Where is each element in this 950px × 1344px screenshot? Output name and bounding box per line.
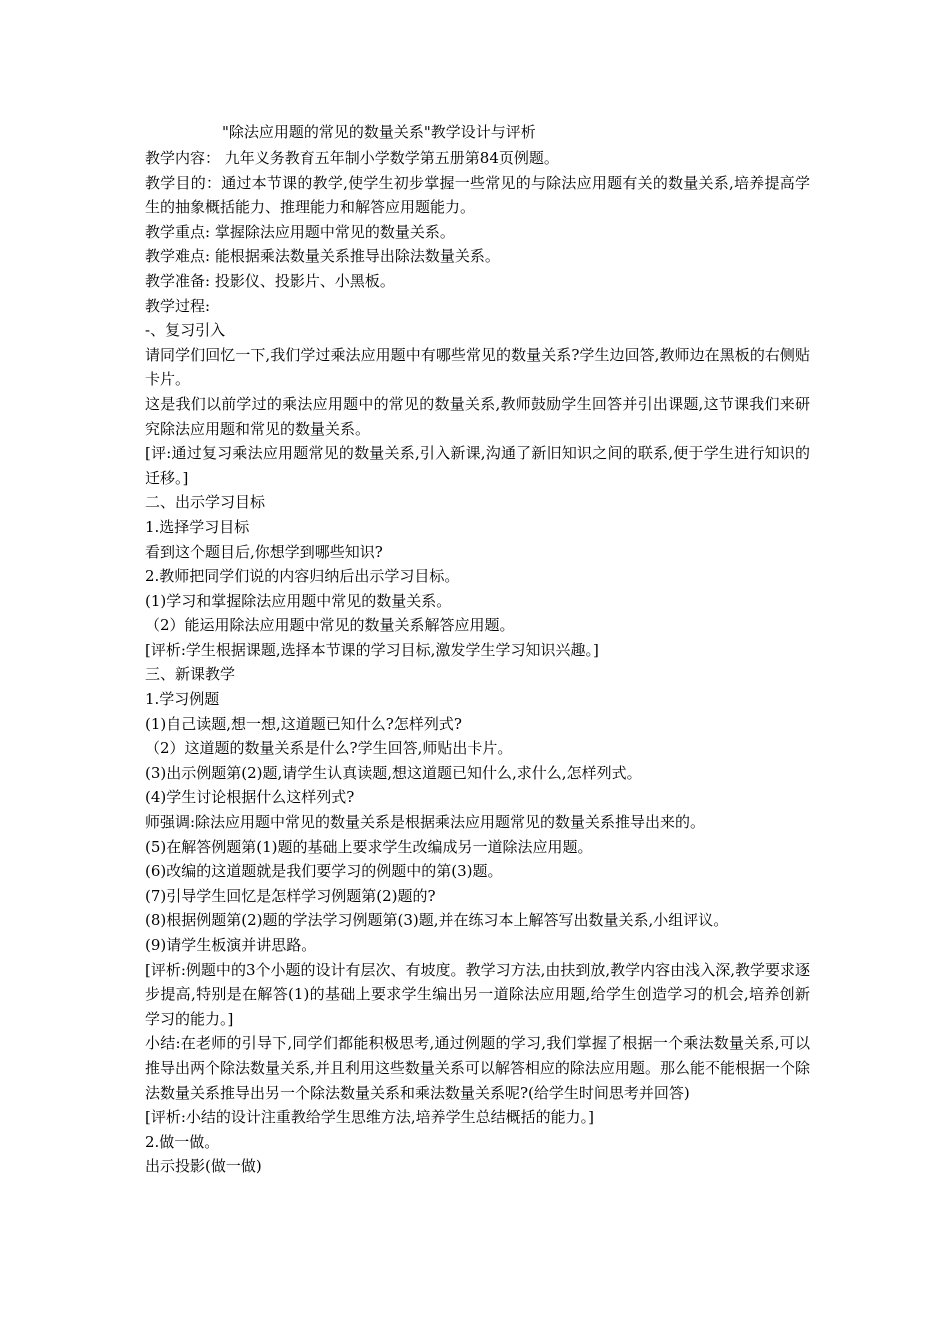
paragraph-teaching-goal: 教学目的：通过本节课的教学,使学生初步掌握一些常见的与除法应用题有关的数量关系,培养提高学生的抽象概括能力、推理能力和解答应用题能力。 [145,173,810,217]
paragraph-teaching-difficulty: 教学难点: 能根据乘法数量关系推导出除法数量关系。 [145,247,500,266]
paragraph: 这是我们以前学过的乘法应用题中的常见的数量关系,教师鼓励学生回答并引出课题,这节课我们来研究除法应用题和常见的数量关系。 [145,394,810,438]
paragraph: （2）这道题的数量关系是什么?学生回答,师贴出卡片。 [145,739,513,758]
paragraph: 1.选择学习目标 [145,517,250,536]
paragraph: (4)学生讨论根据什么这样列式? [145,788,355,807]
paragraph: (7)引导学生回忆是怎样学习例题第(2)题的? [145,886,436,905]
paragraph-teaching-process: 教学过程: [145,296,211,315]
section-heading-goals: 二、出示学习目标 [145,493,266,512]
paragraph: (3)出示例题第(2)题,请学生认真读题,想这道题已知什么,求什么,怎样列式。 [145,763,642,782]
paragraph: (1)自己读题,想一想,这道题已知什么?怎样列式? [145,714,462,733]
paragraph: (8)根据例题第(2)题的学法学习例题第(3)题,并在练习本上解答写出数量关系,小组评议。 [145,911,729,930]
comment-paragraph: [评析:学生根据课题,选择本节课的学习目标,激发学生学习知识兴趣。] [145,640,599,659]
document-title: "除法应用题的常见的数量关系"教学设计与评析 [222,123,536,141]
paragraph: 出示投影(做一做) [145,1157,262,1176]
comment-paragraph: [评析:例题中的3个小题的设计有层次、有坡度。教学习方法,由扶到放,教学内容由浅入深,教学要求逐步提高,特别是在解答(1)的基础上要求学生编出另一道除法应用题,给学生创造学习的机会,培养创新学习的能力。] [145,960,810,1028]
paragraph-teaching-focus: 教学重点: 掌握除法应用题中常见的数量关系。 [145,222,455,241]
document-body [145,146,810,1179]
paragraph: 2.教师把同学们说的内容归纳后出示学习目标。 [145,567,460,586]
paragraph: (6)改编的这道题就是我们要学习的例题中的第(3)题。 [145,862,503,881]
paragraph: 请同学们回忆一下,我们学过乘法应用题中有哪些常见的数量关系?学生边回答,教师边在黑板的右侧贴卡片。 [145,345,810,389]
paragraph-teaching-prep: 教学准备: 投影仪、投影片、小黑板。 [145,271,395,290]
paragraph-teaching-content: 教学内容： 九年义务教育五年制小学数学第五册第84页例题。 [145,149,559,167]
paragraph: （2）能运用除法应用题中常见的数量关系解答应用题。 [145,616,515,635]
paragraph: 2.做一做。 [145,1132,220,1151]
paragraph: (5)在解答例题第(1)题的基础上要求学生改编成另一道除法应用题。 [145,837,593,856]
paragraph: (9)请学生板演并讲思路。 [145,936,317,954]
comment-paragraph: [评:通过复习乘法应用题常见的数量关系,引入新课,沟通了新旧知识之间的联系,便于学生进行知识的迁移。] [145,444,810,487]
paragraph: 师强调:除法应用题中常见的数量关系是根据乘法应用题常见的数量关系推导出来的。 [145,813,706,832]
paragraph: (1)学习和掌握除法应用题中常见的数量关系。 [145,591,452,610]
summary-paragraph: 小结:在老师的引导下,同学们都能积极思考,通过例题的学习,我们掌握了根据一个乘法数量关系,可以推导出两个除法数量关系,并且利用这些数量关系可以解答相应的除法应用题。那么能不能根据一个除法数量关系推导出另一个除法数量关系和乘法数量关系呢?(给学生时间思考并回答) [145,1034,810,1102]
comment-paragraph: [评析:小结的设计注重教给学生思维方法,培养学生总结概括的能力。] [145,1108,595,1127]
paragraph: 1.学习例题 [145,690,220,709]
section-heading-new-lesson: 三、新课教学 [145,665,236,684]
section-heading-review: -、复习引入 [145,321,226,340]
paragraph: 看到这个题目后,你想学到哪些知识? [145,542,383,561]
